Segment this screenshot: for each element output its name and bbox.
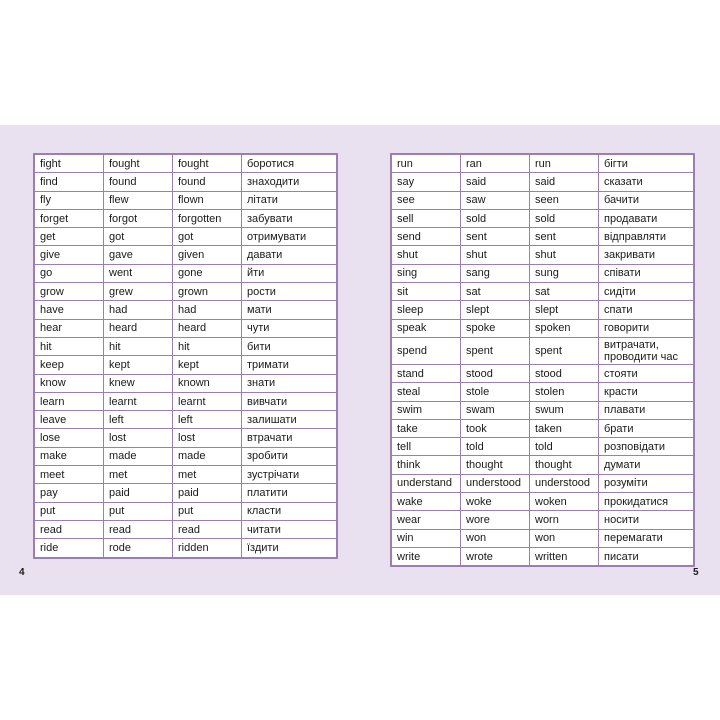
- page-number-right: 5: [693, 567, 699, 578]
- past-participle-cell: kept: [173, 356, 242, 374]
- past-simple-cell: stole: [461, 383, 530, 401]
- past-simple-cell: thought: [461, 456, 530, 474]
- past-participle-cell: put: [173, 502, 242, 520]
- table-row: [34, 319, 337, 337]
- table-row: [391, 228, 694, 246]
- translation-cell: давати: [242, 246, 338, 264]
- table-row: [34, 447, 337, 465]
- table-row: [391, 364, 694, 382]
- base-form-cell: win: [391, 529, 461, 547]
- translation-cell: носити: [599, 511, 695, 529]
- past-simple-cell: read: [104, 520, 173, 538]
- base-form-cell: go: [34, 264, 104, 282]
- table-row: [391, 283, 694, 301]
- past-participle-cell: understood: [530, 474, 599, 492]
- translation-cell: сказати: [599, 173, 695, 191]
- table-row: [391, 337, 694, 364]
- past-simple-cell: sang: [461, 264, 530, 282]
- base-form-cell: spend: [391, 337, 461, 364]
- past-simple-cell: learnt: [104, 392, 173, 410]
- translation-cell: думати: [599, 456, 695, 474]
- base-form-cell: ride: [34, 539, 104, 558]
- past-participle-cell: given: [173, 246, 242, 264]
- translation-cell: знати: [242, 374, 338, 392]
- base-form-cell: stand: [391, 364, 461, 382]
- past-participle-cell: won: [530, 529, 599, 547]
- past-simple-cell: kept: [104, 356, 173, 374]
- past-simple-cell: forgot: [104, 209, 173, 227]
- past-participle-cell: grown: [173, 283, 242, 301]
- past-participle-cell: stolen: [530, 383, 599, 401]
- past-simple-cell: lost: [104, 429, 173, 447]
- translation-cell: залишати: [242, 411, 338, 429]
- table-row: [34, 466, 337, 484]
- past-participle-cell: heard: [173, 319, 242, 337]
- past-participle-cell: fought: [173, 154, 242, 173]
- base-form-cell: hit: [34, 337, 104, 355]
- base-form-cell: sit: [391, 283, 461, 301]
- past-participle-cell: paid: [173, 484, 242, 502]
- base-form-cell: sell: [391, 209, 461, 227]
- translation-cell: чути: [242, 319, 338, 337]
- base-form-cell: make: [34, 447, 104, 465]
- base-form-cell: keep: [34, 356, 104, 374]
- verb-table-left: [33, 153, 338, 559]
- table-row: [391, 456, 694, 474]
- translation-cell: тримати: [242, 356, 338, 374]
- past-simple-cell: shut: [461, 246, 530, 264]
- past-participle-cell: got: [173, 228, 242, 246]
- past-participle-cell: written: [530, 547, 599, 566]
- past-participle-cell: said: [530, 173, 599, 191]
- past-simple-cell: got: [104, 228, 173, 246]
- past-simple-cell: spent: [461, 337, 530, 364]
- table-row: [34, 539, 337, 558]
- translation-cell: сидіти: [599, 283, 695, 301]
- translation-cell: бачити: [599, 191, 695, 209]
- translation-cell: рости: [242, 283, 338, 301]
- table-row: [391, 319, 694, 337]
- past-participle-cell: left: [173, 411, 242, 429]
- past-simple-cell: stood: [461, 364, 530, 382]
- base-form-cell: understand: [391, 474, 461, 492]
- past-simple-cell: rode: [104, 539, 173, 558]
- past-simple-cell: told: [461, 438, 530, 456]
- translation-cell: продавати: [599, 209, 695, 227]
- right-page: [390, 153, 695, 567]
- base-form-cell: speak: [391, 319, 461, 337]
- translation-cell: красти: [599, 383, 695, 401]
- translation-cell: стояти: [599, 364, 695, 382]
- table-row: [34, 392, 337, 410]
- translation-cell: отримувати: [242, 228, 338, 246]
- past-participle-cell: shut: [530, 246, 599, 264]
- table-row: [391, 493, 694, 511]
- past-participle-cell: read: [173, 520, 242, 538]
- translation-cell: розуміти: [599, 474, 695, 492]
- table-row: [391, 438, 694, 456]
- table-row: [391, 474, 694, 492]
- past-simple-cell: wrote: [461, 547, 530, 566]
- past-simple-cell: wore: [461, 511, 530, 529]
- translation-cell: їздити: [242, 539, 338, 558]
- past-participle-cell: taken: [530, 419, 599, 437]
- translation-cell: платити: [242, 484, 338, 502]
- table-row: [34, 374, 337, 392]
- past-participle-cell: lost: [173, 429, 242, 447]
- past-participle-cell: hit: [173, 337, 242, 355]
- past-simple-cell: said: [461, 173, 530, 191]
- base-form-cell: put: [34, 502, 104, 520]
- table-row: [34, 283, 337, 301]
- base-form-cell: grow: [34, 283, 104, 301]
- past-simple-cell: flew: [104, 191, 173, 209]
- base-form-cell: say: [391, 173, 461, 191]
- table-row: [34, 484, 337, 502]
- translation-cell: витрачати, проводити час: [599, 337, 695, 364]
- translation-cell: відправляти: [599, 228, 695, 246]
- table-row: [34, 520, 337, 538]
- base-form-cell: learn: [34, 392, 104, 410]
- base-form-cell: meet: [34, 466, 104, 484]
- base-form-cell: leave: [34, 411, 104, 429]
- translation-cell: брати: [599, 419, 695, 437]
- left-page: [33, 153, 338, 559]
- base-form-cell: wear: [391, 511, 461, 529]
- table-row: [34, 228, 337, 246]
- past-participle-cell: ridden: [173, 539, 242, 558]
- base-form-cell: see: [391, 191, 461, 209]
- table-row: [391, 209, 694, 227]
- translation-cell: знаходити: [242, 173, 338, 191]
- translation-cell: бити: [242, 337, 338, 355]
- translation-cell: боротися: [242, 154, 338, 173]
- table-row: [34, 246, 337, 264]
- table-row: [34, 411, 337, 429]
- base-form-cell: get: [34, 228, 104, 246]
- past-simple-cell: understood: [461, 474, 530, 492]
- table-row: [34, 264, 337, 282]
- translation-cell: писати: [599, 547, 695, 566]
- past-simple-cell: won: [461, 529, 530, 547]
- table-row: [391, 383, 694, 401]
- past-participle-cell: told: [530, 438, 599, 456]
- base-form-cell: fly: [34, 191, 104, 209]
- table-row: [391, 173, 694, 191]
- translation-cell: зробити: [242, 447, 338, 465]
- table-row: [391, 191, 694, 209]
- past-participle-cell: made: [173, 447, 242, 465]
- base-form-cell: know: [34, 374, 104, 392]
- table-row: [391, 511, 694, 529]
- translation-cell: йти: [242, 264, 338, 282]
- base-form-cell: lose: [34, 429, 104, 447]
- translation-cell: мати: [242, 301, 338, 319]
- past-participle-cell: met: [173, 466, 242, 484]
- page-number-left: 4: [19, 567, 25, 578]
- translation-cell: літати: [242, 191, 338, 209]
- table-row: [34, 337, 337, 355]
- past-participle-cell: swum: [530, 401, 599, 419]
- table-row: [34, 154, 337, 173]
- table-row: [34, 356, 337, 374]
- past-participle-cell: spent: [530, 337, 599, 364]
- translation-cell: бігти: [599, 154, 695, 173]
- base-form-cell: steal: [391, 383, 461, 401]
- past-participle-cell: slept: [530, 301, 599, 319]
- past-participle-cell: sold: [530, 209, 599, 227]
- translation-cell: розповідати: [599, 438, 695, 456]
- past-simple-cell: sold: [461, 209, 530, 227]
- past-simple-cell: woke: [461, 493, 530, 511]
- past-simple-cell: heard: [104, 319, 173, 337]
- base-form-cell: find: [34, 173, 104, 191]
- verb-table-left-body: [34, 154, 337, 558]
- past-simple-cell: swam: [461, 401, 530, 419]
- base-form-cell: hear: [34, 319, 104, 337]
- base-form-cell: tell: [391, 438, 461, 456]
- table-row: [34, 173, 337, 191]
- table-row: [34, 429, 337, 447]
- past-participle-cell: sent: [530, 228, 599, 246]
- base-form-cell: give: [34, 246, 104, 264]
- translation-cell: плавати: [599, 401, 695, 419]
- translation-cell: спати: [599, 301, 695, 319]
- past-simple-cell: made: [104, 447, 173, 465]
- past-participle-cell: forgotten: [173, 209, 242, 227]
- past-simple-cell: went: [104, 264, 173, 282]
- past-simple-cell: sat: [461, 283, 530, 301]
- past-simple-cell: met: [104, 466, 173, 484]
- base-form-cell: sing: [391, 264, 461, 282]
- past-participle-cell: worn: [530, 511, 599, 529]
- translation-cell: класти: [242, 502, 338, 520]
- past-participle-cell: spoken: [530, 319, 599, 337]
- past-participle-cell: run: [530, 154, 599, 173]
- past-simple-cell: had: [104, 301, 173, 319]
- past-participle-cell: known: [173, 374, 242, 392]
- base-form-cell: pay: [34, 484, 104, 502]
- base-form-cell: read: [34, 520, 104, 538]
- past-simple-cell: knew: [104, 374, 173, 392]
- past-simple-cell: fought: [104, 154, 173, 173]
- past-simple-cell: hit: [104, 337, 173, 355]
- translation-cell: забувати: [242, 209, 338, 227]
- translation-cell: співати: [599, 264, 695, 282]
- past-simple-cell: paid: [104, 484, 173, 502]
- past-participle-cell: flown: [173, 191, 242, 209]
- past-participle-cell: sat: [530, 283, 599, 301]
- past-participle-cell: learnt: [173, 392, 242, 410]
- table-row: [391, 264, 694, 282]
- past-participle-cell: gone: [173, 264, 242, 282]
- table-row: [34, 191, 337, 209]
- base-form-cell: forget: [34, 209, 104, 227]
- table-row: [391, 154, 694, 173]
- past-simple-cell: took: [461, 419, 530, 437]
- past-participle-cell: found: [173, 173, 242, 191]
- past-participle-cell: woken: [530, 493, 599, 511]
- table-row: [391, 547, 694, 566]
- table-row: [391, 419, 694, 437]
- past-simple-cell: ran: [461, 154, 530, 173]
- translation-cell: перемагати: [599, 529, 695, 547]
- past-participle-cell: had: [173, 301, 242, 319]
- table-row: [34, 209, 337, 227]
- past-participle-cell: sung: [530, 264, 599, 282]
- past-simple-cell: left: [104, 411, 173, 429]
- translation-cell: говорити: [599, 319, 695, 337]
- past-simple-cell: spoke: [461, 319, 530, 337]
- base-form-cell: have: [34, 301, 104, 319]
- translation-cell: зустрічати: [242, 466, 338, 484]
- translation-cell: втрачати: [242, 429, 338, 447]
- translation-cell: вивчати: [242, 392, 338, 410]
- table-row: [391, 401, 694, 419]
- base-form-cell: shut: [391, 246, 461, 264]
- base-form-cell: wake: [391, 493, 461, 511]
- translation-cell: прокидатися: [599, 493, 695, 511]
- past-participle-cell: stood: [530, 364, 599, 382]
- translation-cell: читати: [242, 520, 338, 538]
- table-row: [34, 502, 337, 520]
- verb-table-right-body: [391, 154, 694, 566]
- past-simple-cell: grew: [104, 283, 173, 301]
- table-row: [391, 246, 694, 264]
- past-simple-cell: slept: [461, 301, 530, 319]
- base-form-cell: fight: [34, 154, 104, 173]
- base-form-cell: think: [391, 456, 461, 474]
- past-simple-cell: put: [104, 502, 173, 520]
- past-simple-cell: gave: [104, 246, 173, 264]
- base-form-cell: take: [391, 419, 461, 437]
- past-simple-cell: found: [104, 173, 173, 191]
- translation-cell: закривати: [599, 246, 695, 264]
- base-form-cell: run: [391, 154, 461, 173]
- table-row: [391, 301, 694, 319]
- table-row: [391, 529, 694, 547]
- base-form-cell: send: [391, 228, 461, 246]
- base-form-cell: write: [391, 547, 461, 566]
- base-form-cell: sleep: [391, 301, 461, 319]
- base-form-cell: swim: [391, 401, 461, 419]
- past-simple-cell: saw: [461, 191, 530, 209]
- past-participle-cell: thought: [530, 456, 599, 474]
- table-row: [34, 301, 337, 319]
- past-simple-cell: sent: [461, 228, 530, 246]
- past-participle-cell: seen: [530, 191, 599, 209]
- verb-table-right: [390, 153, 695, 567]
